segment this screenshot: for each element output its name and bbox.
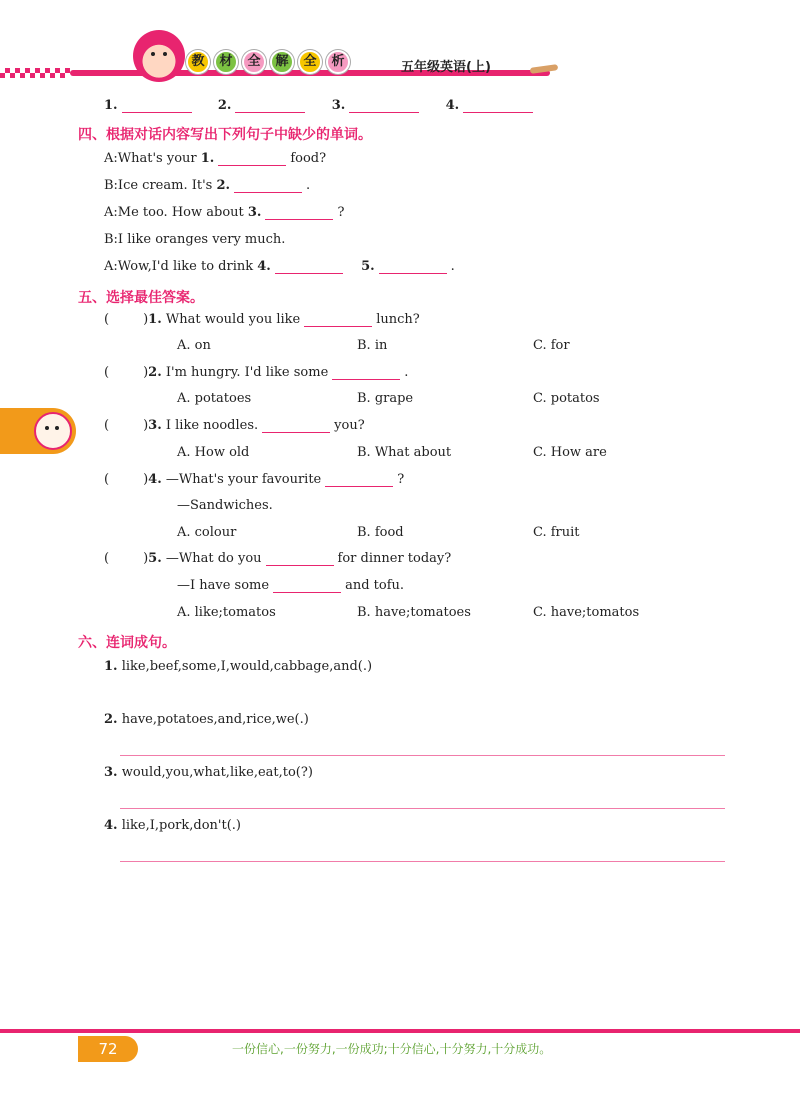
blank[interactable] (325, 472, 393, 487)
question: ( )3. I like noodles. you? (104, 418, 365, 433)
option-a[interactable]: A. colour (177, 525, 237, 540)
blank-number: 1. (104, 98, 118, 113)
option-c[interactable]: C. potatos (533, 391, 600, 406)
answer-blanks-row (104, 98, 537, 113)
blank[interactable] (349, 98, 419, 113)
dialogue-line: A:Wow,I'd like to drink 4. 5. . (104, 259, 455, 274)
blank[interactable] (304, 312, 372, 327)
blank[interactable] (265, 205, 333, 220)
cartoon-face-icon (34, 412, 72, 450)
sentence-item: 2. have,potatoes,and,rice,we(.) (104, 712, 309, 727)
answer-line: —I have some and tofu. (177, 578, 405, 593)
dialogue-line: A:What's your 1. food? (104, 151, 327, 166)
blank[interactable] (262, 418, 330, 433)
blank[interactable] (122, 98, 192, 113)
blank-number: 4. (445, 98, 460, 113)
blank[interactable] (234, 178, 302, 193)
title-badge: 教 (186, 50, 210, 74)
footer-motto: 一份信心,一份努力,一份成功;十分信心,十分努力,十分成功。 (232, 1042, 552, 1056)
page-number: 72 (78, 1036, 138, 1062)
blank-number: 3. (331, 98, 346, 113)
mascot-icon (133, 30, 185, 82)
option-c[interactable]: C. How are (533, 445, 607, 460)
title-badge: 全 (298, 50, 322, 74)
option-a[interactable]: A. potatoes (177, 391, 252, 406)
blank[interactable] (235, 98, 305, 113)
title-badge: 材 (214, 50, 238, 74)
answer-line: —Sandwiches. (177, 498, 273, 513)
sentence-item: 1. like,beef,some,I,would,cabbage,and(.) (104, 659, 373, 674)
dialogue-line: B:I like oranges very much. (104, 232, 286, 247)
option-b[interactable]: B. have;tomatoes (357, 605, 471, 620)
book-title-badges (186, 50, 350, 74)
sentence-item: 3. would,you,what,like,eat,to(?) (104, 765, 313, 780)
option-c[interactable]: C. for (533, 338, 570, 353)
blank[interactable] (218, 151, 286, 166)
section-5-title: 五、选择最佳答案。 (78, 290, 204, 306)
option-b[interactable]: B. What about (357, 445, 452, 460)
footer-line (0, 1029, 800, 1033)
blank[interactable] (275, 259, 343, 274)
title-badge: 解 (270, 50, 294, 74)
title-badge: 全 (242, 50, 266, 74)
option-b[interactable]: B. grape (357, 391, 414, 406)
answer-line[interactable] (120, 861, 725, 862)
answer-line[interactable] (120, 808, 725, 809)
option-a[interactable]: A. like;tomatos (177, 605, 276, 620)
answer-line[interactable] (120, 755, 725, 756)
option-c[interactable]: C. fruit (533, 525, 580, 540)
option-b[interactable]: B. food (357, 525, 404, 540)
blank[interactable] (463, 98, 533, 113)
question: ( )5. —What do you for dinner today? (104, 551, 452, 566)
title-badge: 析 (326, 50, 350, 74)
option-b[interactable]: B. in (357, 338, 388, 353)
blank[interactable] (273, 578, 341, 593)
section-4-title: 四、根据对话内容写出下列句子中缺少的单词。 (78, 127, 372, 143)
question: ( )1. What would you like lunch? (104, 312, 420, 327)
grade-label: 五年级英语(上) (401, 60, 491, 75)
option-c[interactable]: C. have;tomatos (533, 605, 640, 620)
option-a[interactable]: A. on (177, 338, 211, 353)
checker-pattern (0, 68, 70, 78)
blank-number: 2. (217, 98, 232, 113)
question: ( )2. I'm hungry. I'd like some . (104, 365, 409, 380)
option-a[interactable]: A. How old (177, 445, 250, 460)
blank[interactable] (332, 365, 400, 380)
section-6-title: 六、连词成句。 (78, 635, 176, 651)
header-bar (0, 68, 800, 78)
sentence-item: 4. like,I,pork,don't(.) (104, 818, 241, 833)
blank[interactable] (379, 259, 447, 274)
blank[interactable] (266, 551, 334, 566)
question: ( )4. —What's your favourite ? (104, 472, 405, 487)
dialogue-line: A:Me too. How about 3. ? (104, 205, 345, 220)
dialogue-line: B:Ice cream. It's 2. . (104, 178, 311, 193)
